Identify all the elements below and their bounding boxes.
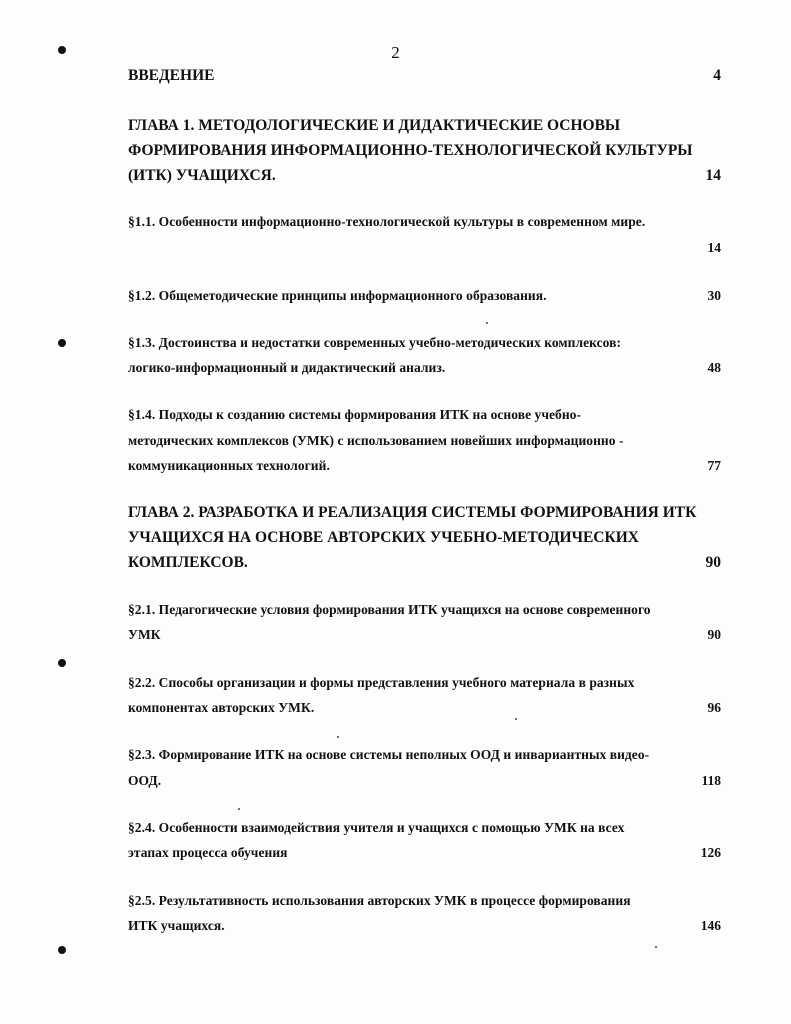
toc-entry-title: ИТК учащихся. [128,918,225,933]
toc-entry-title: §2.5. Результативность использования авторских УМК в процессе формирования [128,893,631,908]
toc-entry-title: ГЛАВА 1. МЕТОДОЛОГИЧЕСКИЕ И ДИДАКТИЧЕСКИЕ ОСНОВЫ [128,117,621,134]
scan-speck [486,322,488,324]
margin-mark [58,339,66,347]
toc-entry-title: УЧАЩИХСЯ НА ОСНОВЕ АВТОРСКИХ УЧЕБНО-МЕТОДИЧЕСКИХ [128,529,639,546]
toc-entry-title: логико-информационный и дидактический анализ. [128,360,446,375]
toc-page-number: 77 [640,456,721,476]
toc-entry-title: компонентах авторских УМК. [128,700,315,715]
toc-entry-title: ООД. [128,773,162,788]
toc-page-number: 90 [640,625,721,645]
toc-page-number: 90 [640,553,721,573]
toc-page-number: 30 [640,286,721,306]
margin-mark [58,946,66,954]
page-number: 2 [391,43,400,62]
toc-entry-title: §1.4. Подходы к созданию системы формирования ИТК на основе учебно- [128,407,582,422]
toc-entry-title: §2.3. Формирование ИТК на основе системы неполных ООД и инвариантных видео- [128,747,650,762]
toc-entry-title: §2.2. Способы организации и формы представления учебного материала в разных [128,675,635,690]
toc-page-number: 14 [640,238,721,258]
margin-mark [58,659,66,667]
toc-page-number: 4 [640,66,721,86]
toc-entry-title: ВВЕДЕНИЕ [128,67,215,84]
toc-page-number: 96 [640,698,721,718]
toc-page-number: 126 [640,843,721,863]
toc-entry-title: §1.2. Общеметодические принципы информационного образования. [128,288,547,303]
toc-entry-title: ГЛАВА 2. РАЗРАБОТКА И РЕАЛИЗАЦИЯ СИСТЕМЫ ФОРМИРОВАНИЯ ИТК [128,504,697,521]
toc-entry-title: (ИТК) УЧАЩИХСЯ. [128,167,276,184]
toc-entry-title: методических комплексов (УМК) с использованием новейших информационно - [128,433,624,448]
toc-entry-title: этапах процесса обучения [128,845,288,860]
toc-page-number: 146 [640,916,721,936]
toc-entry-title: §1.3. Достоинства и недостатки современных учебно-методических комплексов: [128,335,622,350]
toc-entry-title: ФОРМИРОВАНИЯ ИНФОРМАЦИОННО-ТЕХНОЛОГИЧЕСКОЙ КУЛЬТУРЫ [128,142,693,159]
scan-speck [337,736,339,738]
toc-entry-title: УМК [128,627,161,642]
toc-entry-title: §2.1. Педагогические условия формирования ИТК учащихся на основе современного [128,602,651,617]
toc-entry-title: §1.1. Особенности информационно-технологической культуры в современном мире. [128,214,646,229]
margin-mark [58,46,66,54]
scan-speck [515,718,517,720]
scan-speck [238,808,240,810]
toc-page-number: 118 [640,771,721,791]
toc-entry-title: коммуникационных технологий. [128,458,330,473]
toc-entry-title: КОМПЛЕКСОВ. [128,554,248,571]
scan-speck [655,946,657,948]
toc-page-number: 48 [640,358,721,378]
toc-entry-title: §2.4. Особенности взаимодействия учителя и учащихся с помощью УМК на всех [128,820,625,835]
toc-page-number: 14 [640,166,721,186]
